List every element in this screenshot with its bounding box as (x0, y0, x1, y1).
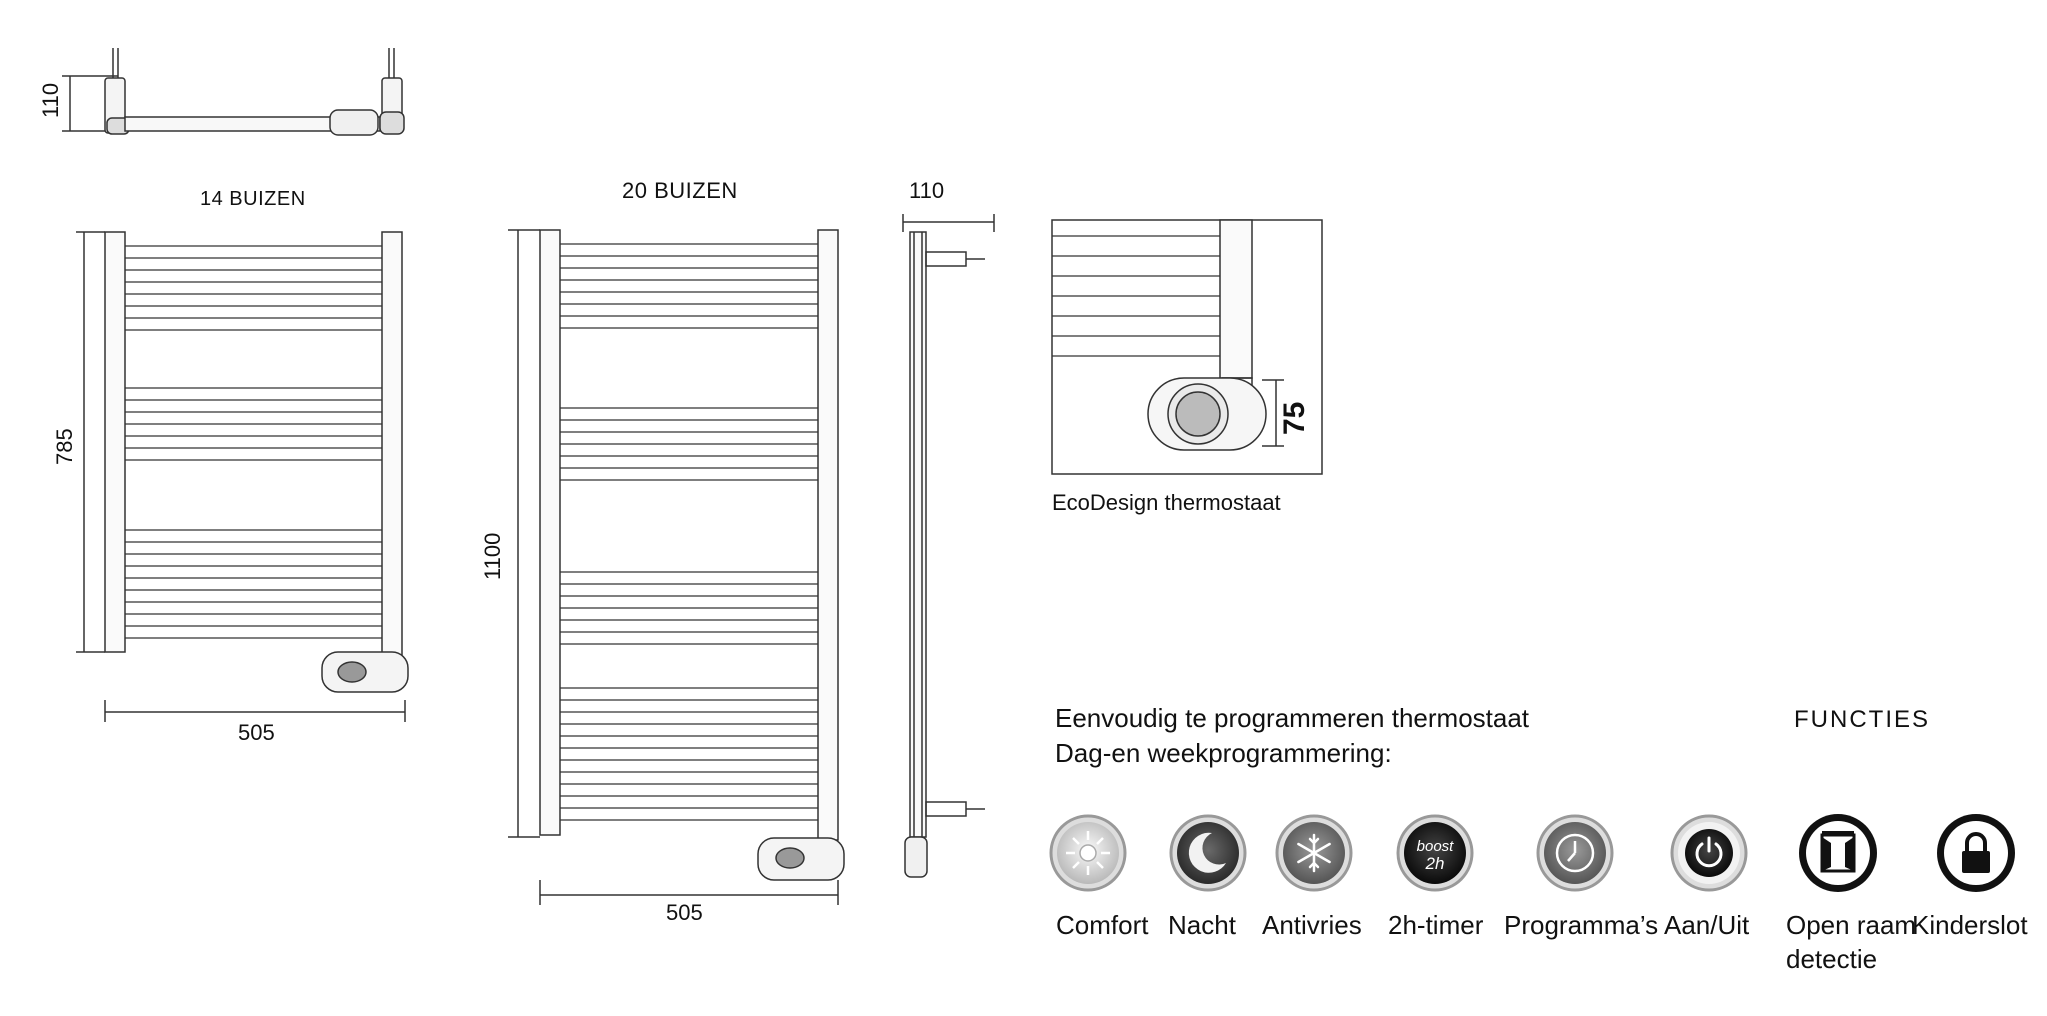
small-model-height-dim: 785 (52, 428, 77, 465)
sun-icon (1051, 816, 1125, 890)
function-label-kinderslot: Kinderslot (1912, 910, 2028, 940)
radiator-20-tubes-drawing (508, 230, 844, 905)
small-model-width-dim: 505 (238, 720, 275, 745)
top-view-height-dim: 110 (38, 82, 63, 118)
function-label-antivries: Antivries (1262, 910, 1362, 940)
large-model-height-dim: 1100 (480, 532, 505, 580)
boost-text: boost (1416, 838, 1454, 855)
info-line-2: Dag-en weekprogrammering: (1055, 738, 1392, 768)
side-view-drawing (903, 214, 994, 877)
clock-icon (1538, 816, 1612, 890)
function-label-open-raam: Open raam (1786, 910, 1917, 940)
boost-2h-icon (1398, 816, 1472, 890)
function-label-aan-uit: Aan/Uit (1664, 910, 1750, 940)
boost-2h-text: 2h (1425, 854, 1445, 873)
function-label-detectie: detectie (1786, 944, 1878, 974)
functions-heading: FUNCTIES (1794, 706, 1930, 733)
padlock-icon (1937, 814, 2015, 892)
moon-icon (1171, 816, 1245, 890)
function-label-nacht: Nacht (1168, 910, 1236, 940)
small-model-title: 14 BUIZEN (200, 188, 306, 210)
power-icon (1672, 816, 1746, 890)
thermostat-caption: EcoDesign thermostaat (1052, 490, 1281, 515)
function-icons (1051, 814, 2015, 892)
side-view-depth-dim: 110 (909, 178, 945, 203)
function-label-programmas: Programma’s (1504, 910, 1659, 940)
large-model-width-dim: 505 (666, 900, 703, 925)
radiator-14-tubes-drawing (76, 232, 408, 722)
info-line-1: Eenvoudig te programmeren thermostaat (1055, 703, 1530, 733)
top-view-drawing (62, 48, 404, 135)
function-label-comfort: Comfort (1056, 910, 1149, 940)
thermostat-dimension: 75 (1278, 401, 1311, 435)
function-label-2h-timer: 2h-timer (1388, 910, 1484, 940)
thermostat-detail-drawing (1052, 220, 1322, 474)
open-window-icon (1799, 814, 1877, 892)
snowflake-icon (1277, 816, 1351, 890)
large-model-title: 20 BUIZEN (622, 178, 738, 203)
